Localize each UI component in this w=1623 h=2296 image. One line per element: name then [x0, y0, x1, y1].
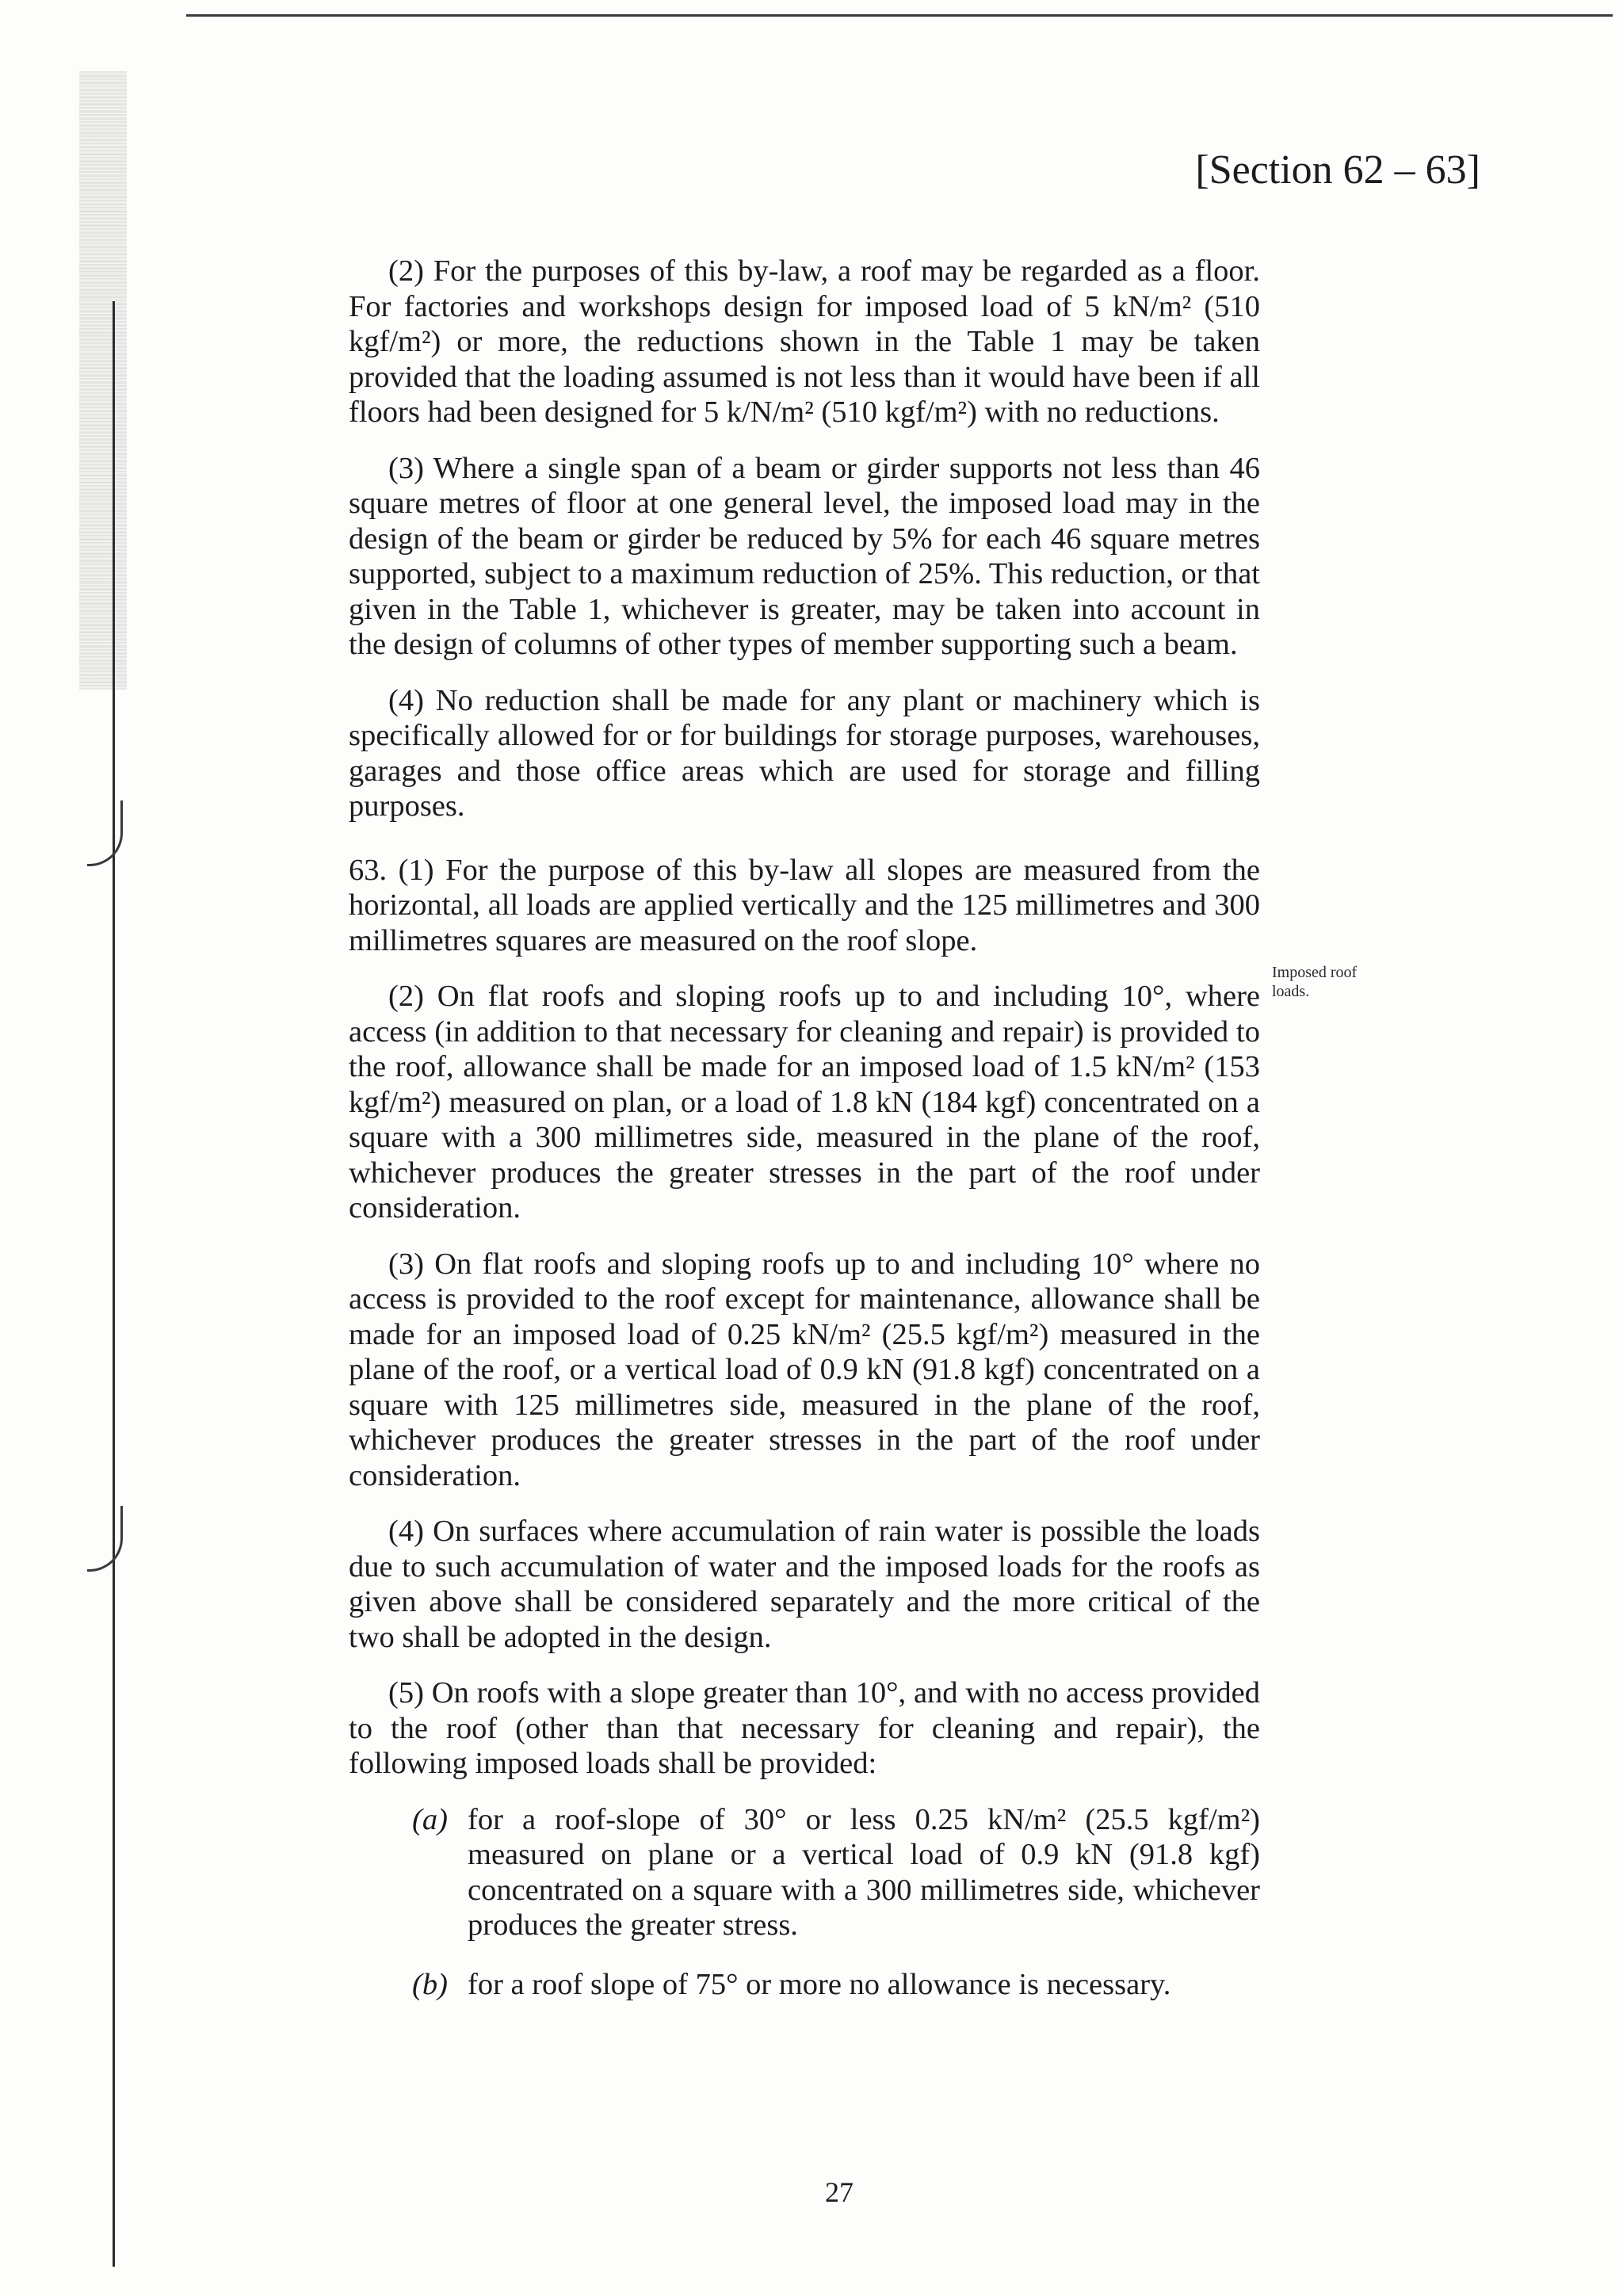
scan-top-rule — [186, 14, 1613, 17]
section-header: [Section 62 – 63] — [1195, 147, 1480, 193]
section-62-paragraph-4: (4) No reduction shall be made for any plant or machinery which is specifically allowed for or for buildings for storage purposes, warehouses, garages and those office areas which are used for storage and filling purposes. — [349, 683, 1260, 823]
list-item-label: (b) — [412, 1967, 448, 2001]
page-body — [349, 254, 1260, 2026]
punch-hole-mark — [87, 800, 123, 866]
section-63-paragraph-2: (2) On flat roofs and sloping roofs up to and including 10°, where access (in addition to that necessary for cleaning and repair) is provided to the roof, allowance shall be made for an imposed load of 1.5 kN/m² (153 kgf/m²) measured on plan, or a load of 1.8 kN (184 kgf) concentrated on a square with a 300 millimetres side, measured in the plane of the roof, whichever produces the greater stresses in the part of the roof under consideration. — [349, 980, 1260, 1224]
list-item — [349, 1967, 1260, 2003]
binding-line — [113, 301, 115, 2267]
section-63-paragraph-1: 63. (1) For the purpose of this by-law all slopes are measured from the horizontal, all loads are applied vertically and the 125 millimetres and 300 millimetres squares are measured on the roof slope. — [349, 853, 1260, 957]
scan-edge-shadow — [79, 71, 127, 690]
section-62-paragraph-2: (2) For the purposes of this by-law, a roof may be regarded as a floor. For factories and workshops design for imposed load of 5 kN/m² (510 kgf/m²) or more, the reductions shown in the Table 1 may be taken provided that the loading assumed is not less than it would have been if all floors had been designed for 5 k/N/m² (510 kgf/m²) with no reductions. — [349, 254, 1260, 429]
section-63-paragraph-4: (4) On surfaces where accumulation of rain water is possible the loads due to such accumulation of water and the imposed loads for the roofs as given above shall be considered separately and the more critical of the two shall be adopted in the design. — [349, 1515, 1260, 1654]
list-item-text: for a roof slope of 75° or more no allowance is necessary. — [468, 1967, 1171, 2001]
page-number-text: 27 — [825, 2176, 854, 2208]
list-item-label: (a) — [412, 1802, 448, 1836]
list-item-text: for a roof-slope of 30° or less 0.25 kN/m² (25.5 kgf/m²) measured on plane or a vertical load of 0.9 kN (91.8 kgf) concentrated on a square with a 300 millimetres side, whichever produces the greater stress. — [468, 1802, 1260, 1942]
list-item — [349, 1802, 1260, 1943]
page-number — [0, 2176, 1623, 2209]
section-63-paragraph-5: (5) On roofs with a slope greater than 10°, and with no access provided to the roof (other than that necessary for cleaning and repair), the following imposed loads shall be provided: — [349, 1676, 1260, 1780]
marginal-note: Imposed roof loads. — [1272, 964, 1358, 1000]
section-62-paragraph-3: (3) Where a single span of a beam or girder supports not less than 46 square metres of floor at one general level, the imposed load may in the design of the beam or girder be reduced by 5% for each 46 square metres supported, subject to a maximum reduction of 25%. This reduction, or that given in the Table 1, whichever is greater, may be taken into account in the design of columns of other types of member supporting such a beam. — [349, 451, 1260, 661]
punch-hole-mark — [87, 1506, 123, 1572]
section-63-paragraph-3: (3) On flat roofs and sloping roofs up to and including 10° where no access is provided to the roof except for maintenance, allowance shall be made for an imposed load of 0.25 kN/m² (25.5 kgf/m²) measured in the plane of the roof, or a vertical load of 0.9 kN (91.8 kgf) concentrated on a square with 125 millimetres side, measured in the plane of the roof, whichever produces the greater stresses in the part of the roof under consideration. — [349, 1247, 1260, 1492]
